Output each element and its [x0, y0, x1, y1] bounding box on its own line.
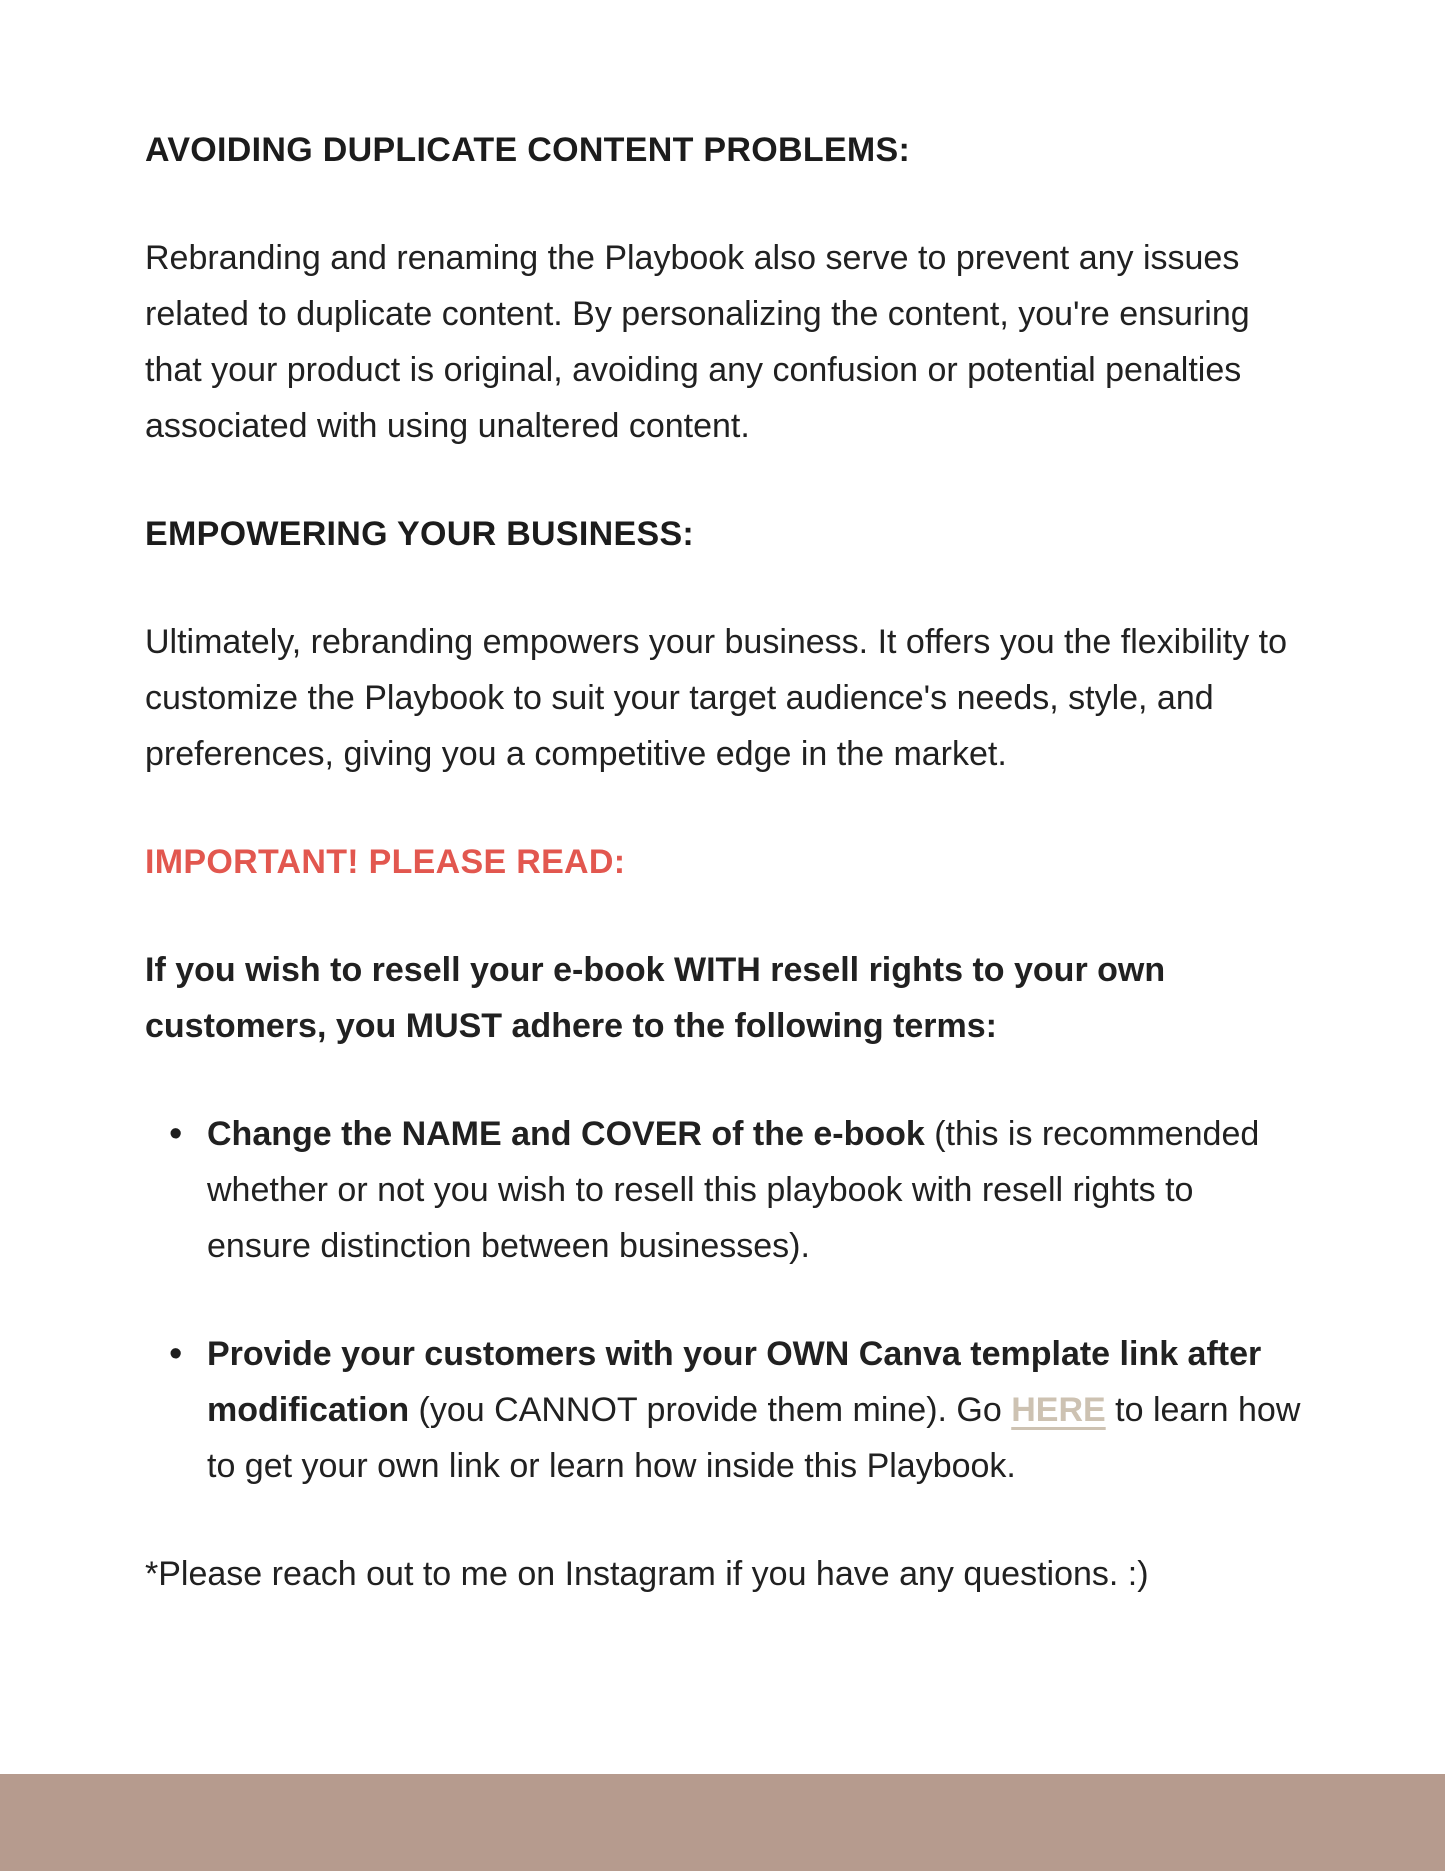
paragraph-resell-terms-intro: If you wish to resell your e-book WITH resell rights to your own customers, you MUST adhere to the following terms:	[145, 951, 1166, 1045]
bullet-normal-text: to learn how to get your own link or learn how inside this Playbook.	[207, 1391, 1301, 1485]
paragraph-empowering-business: Ultimately, rebranding empowers your business. It offers you the flexibility to customize the Playbook to suit your target audience's needs, style, and preferences, giving you a competitive edge in the market.	[145, 623, 1288, 773]
section-heading-important-please-read: IMPORTANT! PLEASE READ:	[145, 843, 626, 881]
section-heading-empowering-business: EMPOWERING YOUR BUSINESS:	[145, 515, 695, 553]
bullet-bold-text: Change the NAME and COVER of the e-book	[207, 1115, 925, 1153]
bullet-normal-text: (you CANNOT provide them mine). Go	[409, 1391, 1012, 1429]
bullet-bold-text: Provide your customers with your OWN Canva template link after modification	[207, 1335, 1262, 1429]
footer-color-bar	[0, 1774, 1445, 1871]
list-item-provide-own-canva-link	[145, 1326, 1305, 1494]
section-heading-avoiding-duplicate-content: AVOIDING DUPLICATE CONTENT PROBLEMS:	[145, 131, 911, 169]
instagram-note: *Please reach out to me on Instagram if you have any questions. :)	[145, 1555, 1149, 1593]
here-link[interactable]: HERE	[1011, 1391, 1106, 1429]
list-item-change-name-cover	[145, 1106, 1305, 1274]
paragraph-avoiding-duplicate-content: Rebranding and renaming the Playbook also serve to prevent any issues related to duplicate content. By personalizing the content, you're ensuring that your product is original, avoiding any confusion or potential penalties associated with using unaltered content.	[145, 239, 1250, 445]
terms-list	[145, 1106, 1305, 1494]
bullet-normal-text: (this is recommended whether or not you wish to resell this playbook with resell rights to ensure distinction between businesses).	[207, 1115, 1260, 1265]
